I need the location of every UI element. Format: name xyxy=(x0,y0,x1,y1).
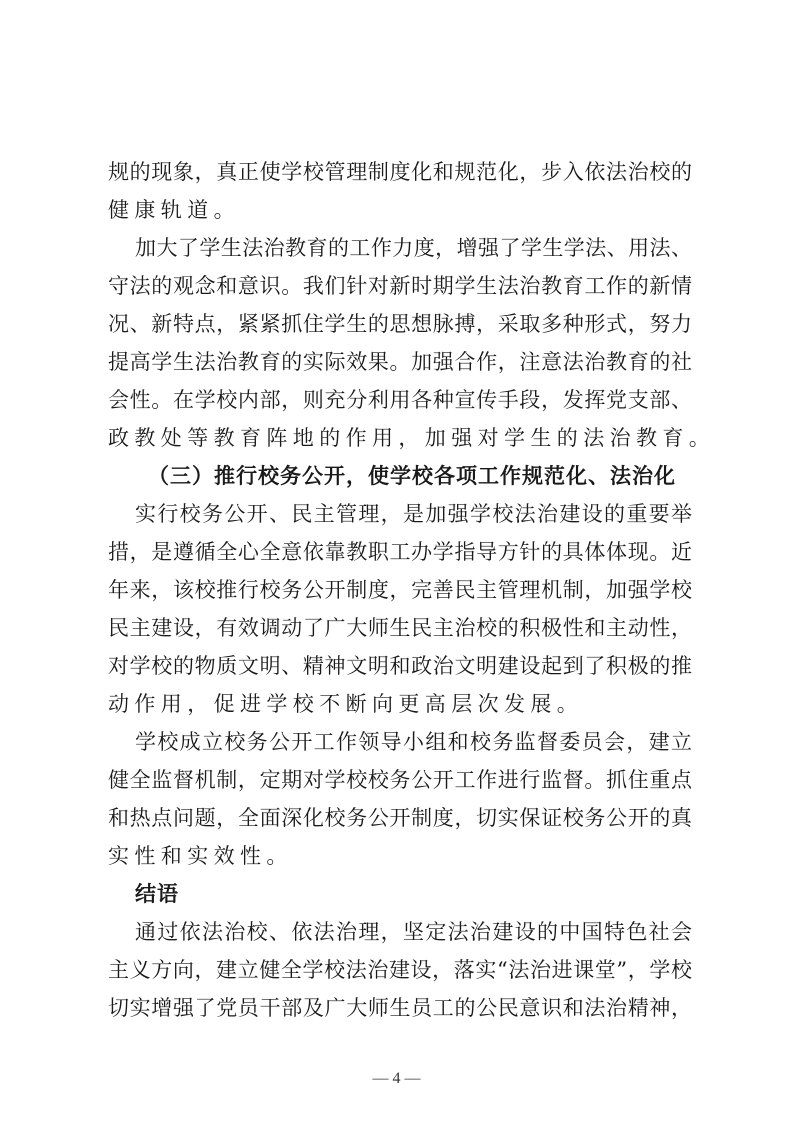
body-text-line: 况、新特点，紧紧抓住学生的思想脉搏，采取多种形式，努力 xyxy=(108,312,692,336)
page-number: — 4 — xyxy=(372,1070,421,1087)
body-text-line: 实行校务公开、民主管理，是加强学校法治建设的重要举 xyxy=(135,502,692,526)
body-text-line: 加大了学生法治教育的工作力度，增强了学生学法、用法、 xyxy=(135,236,692,260)
body-text-line: 规的现象，真正使学校管理制度化和规范化，步入依法治校的 xyxy=(108,160,692,184)
body-text-line: 对学校的物质文明、精神文明和政治文明建设起到了积极的推 xyxy=(108,654,692,678)
body-text-line: 守法的观念和意识。我们针对新时期学生法治教育工作的新情 xyxy=(108,274,692,298)
conclusion-heading: 结语 xyxy=(135,881,179,906)
body-text-line: 提高学生法治教育的实际效果。加强合作，注意法治教育的社 xyxy=(108,350,692,374)
body-text-line: 民主建设，有效调动了广大师生民主治校的积极性和主动性， xyxy=(108,616,692,640)
body-text-line: 和热点问题，全面深化校务公开制度，切实保证校务公开的真 xyxy=(108,806,692,830)
section-heading: （三）推行校务公开，使学校各项工作规范化、法治化 xyxy=(148,463,676,488)
body-text-line: 健全监督机制，定期对学校校务公开工作进行监督。抓住重点 xyxy=(108,768,692,792)
body-text-line: 动作用，促进学校不断向更高层次发展。 xyxy=(108,692,584,716)
body-text-line: 政教处等教育阵地的作用，加强对学生的法治教育。 xyxy=(108,426,716,450)
body-text-line: 实性和实效性。 xyxy=(108,844,293,868)
body-text-line: 切实增强了党员干部及广大师生员工的公民意识和法治精神， xyxy=(108,996,692,1020)
body-text-line: 学校成立校务公开工作领导小组和校务监督委员会，建立 xyxy=(135,730,692,754)
body-text-line: 措，是遵循全心全意依靠教职工办学指导方针的具体体现。近 xyxy=(108,540,692,564)
body-text-line: 会性。在学校内部，则充分利用各种宣传手段，发挥党支部、 xyxy=(108,388,692,412)
body-text-line: 主义方向，建立健全学校法治建设，落实“法治进课堂”，学校 xyxy=(108,958,692,982)
body-text-line: 健康轨道。 xyxy=(108,198,240,222)
body-text-line: 年来，该校推行校务公开制度，完善民主管理机制，加强学校 xyxy=(108,578,692,602)
body-text-line: 通过依法治校、依法治理，坚定法治建设的中国特色社会 xyxy=(135,920,692,944)
